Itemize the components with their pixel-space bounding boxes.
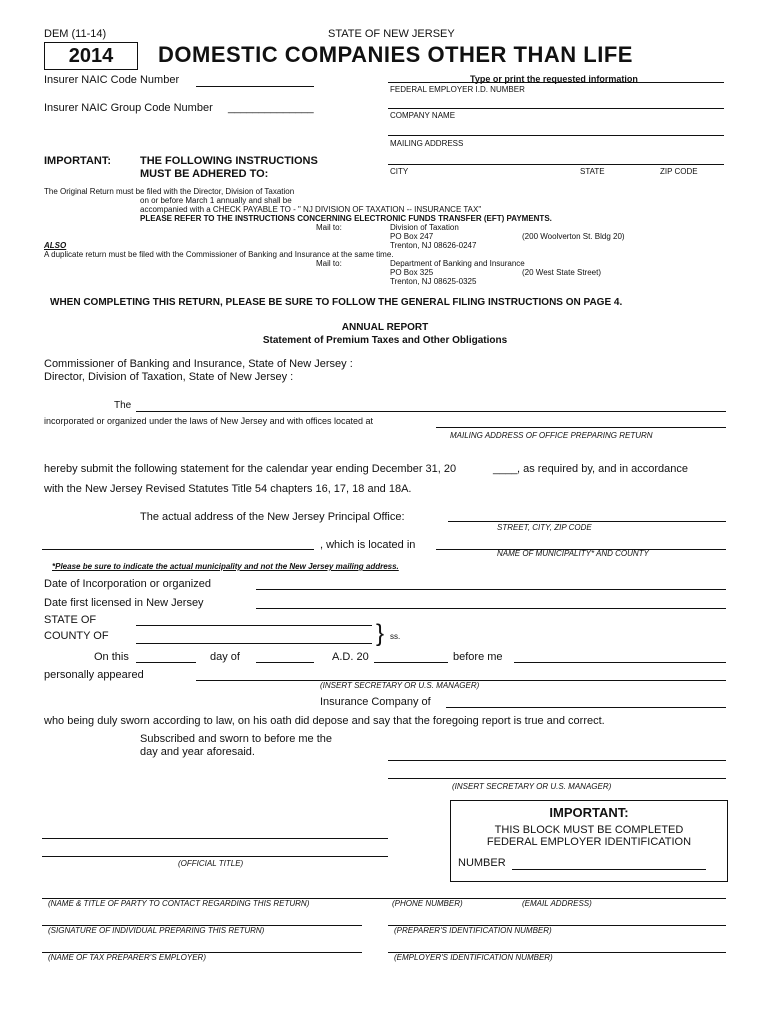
- form-title: DOMESTIC COMPANIES OTHER THAN LIFE: [158, 42, 633, 67]
- day-of-label: day of: [210, 651, 240, 663]
- statutes-text: with the New Jersey Revised Statutes Title 54 chapters 16, 17, 18 and 18A.: [44, 483, 412, 495]
- fein-number-field[interactable]: [512, 869, 706, 870]
- insert-secretary-caption-1: (INSERT SECRETARY OR U.S. MANAGER): [320, 681, 480, 690]
- state-label: STATE: [580, 167, 605, 176]
- actual-address-label: The actual address of the New Jersey Principal Office:: [140, 511, 405, 523]
- type-or-print-note: Type or print the requested information: [470, 74, 638, 84]
- notary-signature-line[interactable]: [42, 838, 388, 839]
- phone-caption: (PHONE NUMBER): [392, 899, 463, 908]
- principal-office-field[interactable]: [448, 521, 726, 522]
- incorporated-text: incorporated or organized under the laws of New Jersey and with offices located at: [44, 416, 374, 426]
- office-address-caption: MAILING ADDRESS OF OFFICE PREPARING RETURN: [450, 431, 653, 440]
- fein-label: FEDERAL EMPLOYER I.D. NUMBER: [390, 85, 525, 94]
- municipality-note: *Please be sure to indicate the actual municipality and not the New Jersey mailing address.: [52, 562, 399, 571]
- instructions-heading-2: MUST BE ADHERED TO:: [140, 168, 269, 180]
- preparer-id-caption: (PREPARER'S IDENTIFICATION NUMBER): [394, 926, 552, 935]
- instructions-heading-1: THE FOLLOWING INSTRUCTIONS: [140, 155, 318, 167]
- hereby-text: hereby submit the following statement for the calendar year ending December 31, 20: [44, 463, 457, 475]
- city-label: CITY: [390, 167, 409, 176]
- ad-year-field[interactable]: [374, 662, 448, 663]
- insurance-company-label: Insurance Company of: [320, 696, 431, 708]
- street-city-zip-caption: STREET, CITY, ZIP CODE: [497, 523, 592, 532]
- located-in-text: , which is located in: [320, 539, 416, 551]
- dobi-street: (20 West State Street): [522, 268, 601, 277]
- hereby-cont: , as required by, and in accordance: [517, 463, 689, 475]
- official-title-caption: (OFFICIAL TITLE): [178, 859, 244, 868]
- fein-field[interactable]: [388, 108, 724, 109]
- instruction-line-2: on or before March 1 annually and shall be: [140, 196, 292, 205]
- dobi-address-2: PO Box 325: [390, 268, 434, 277]
- month-field[interactable]: [256, 662, 314, 663]
- instruction-line-1: The Original Return must be filed with the Director, Division of Taxation: [44, 187, 295, 196]
- naic-code-field[interactable]: [196, 86, 314, 87]
- mail-to-2: Mail to:: [316, 259, 342, 268]
- date-licensed-label: Date first licensed in New Jersey: [44, 597, 204, 609]
- on-this-field[interactable]: [136, 662, 196, 663]
- taxation-address-1: Division of Taxation: [390, 223, 459, 232]
- state-of-label: STATE OF: [44, 614, 97, 626]
- dobi-address-1: Department of Banking and Insurance: [390, 259, 525, 268]
- insert-secretary-caption-2: (INSERT SECRETARY OR U.S. MANAGER): [452, 782, 612, 791]
- subscribed-line-2: day and year aforesaid.: [140, 746, 255, 758]
- insurance-company-field[interactable]: [446, 707, 726, 708]
- year-box: [44, 42, 138, 70]
- on-this-label: On this: [94, 651, 129, 663]
- dobi-address-3: Trenton, NJ 08625-0325: [390, 277, 477, 286]
- notary-line[interactable]: [388, 760, 726, 761]
- instruction-line-3: accompanied with a CHECK PAYABLE TO - " NJ DIVISION OF TAXATION -- INSURANCE TAX": [140, 205, 482, 214]
- important-box-line-2: FEDERAL EMPLOYER IDENTIFICATION: [486, 836, 692, 848]
- date-incorporation-label: Date of Incorporation or organized: [44, 578, 211, 590]
- state-of-field[interactable]: [136, 625, 372, 626]
- principal-office-line-2[interactable]: [42, 549, 314, 550]
- ad20-label: A.D. 20: [332, 651, 369, 663]
- mailing-address-field[interactable]: [388, 164, 724, 165]
- before-me-field[interactable]: [514, 662, 726, 663]
- ss-label: ss.: [390, 632, 401, 641]
- mail-to-1: Mail to:: [316, 223, 342, 232]
- important-label: IMPORTANT:: [44, 155, 112, 167]
- director-line: Director, Division of Taxation, State of New Jersey :: [44, 371, 294, 383]
- the-label: The: [114, 400, 132, 411]
- date-licensed-field[interactable]: [256, 608, 726, 609]
- company-name-field[interactable]: [388, 135, 724, 136]
- naic-code-label: Insurer NAIC Code Number: [44, 74, 180, 86]
- personally-appeared-label: personally appeared: [44, 669, 144, 681]
- brace: }: [376, 620, 385, 647]
- company-name-label: COMPANY NAME: [390, 111, 456, 120]
- eft-note: PLEASE REFER TO THE INSTRUCTIONS CONCERNING ELECTRONIC FUNDS TRANSFER (EFT) PAYMENTS.: [140, 214, 552, 223]
- taxation-street: (200 Woolverton St. Bldg 20): [522, 232, 625, 241]
- duplicate-note: A duplicate return must be filed with the Commissioner of Banking and Insurance at the same time.: [44, 250, 394, 259]
- date-incorporation-field[interactable]: [256, 589, 726, 590]
- office-address-field[interactable]: [436, 427, 726, 428]
- subscribed-line-1: Subscribed and sworn to before me the: [140, 733, 333, 745]
- county-of-label: COUNTY OF: [44, 630, 109, 642]
- official-title-line[interactable]: [42, 856, 388, 857]
- fein-number-label: NUMBER: [458, 857, 506, 869]
- contact-caption: (NAME & TITLE OF PARTY TO CONTACT REGARDING THIS RETURN): [48, 899, 310, 908]
- naic-group-field[interactable]: ______________: [228, 102, 314, 114]
- mailing-address-label: MAILING ADDRESS: [390, 139, 464, 148]
- taxation-address-2: PO Box 247: [390, 232, 434, 241]
- email-caption: (EMAIL ADDRESS): [522, 899, 592, 908]
- naic-group-label: Insurer NAIC Group Code Number: [44, 102, 213, 114]
- county-of-field[interactable]: [136, 643, 372, 644]
- secretary-signature-line[interactable]: [388, 778, 726, 779]
- before-me-label: before me: [453, 651, 503, 663]
- zip-label: ZIP CODE: [660, 167, 698, 176]
- important-box-line-1: THIS BLOCK MUST BE COMPLETED: [494, 824, 684, 836]
- important-box-title: IMPORTANT:: [549, 805, 629, 820]
- company-name-line[interactable]: [136, 411, 726, 412]
- state-heading: STATE OF NEW JERSEY: [328, 28, 455, 40]
- taxation-address-3: Trenton, NJ 08626-0247: [390, 241, 477, 250]
- year: 2014: [68, 45, 114, 67]
- year-blank[interactable]: ____: [493, 463, 518, 475]
- form-code: DEM (11-14): [44, 28, 107, 40]
- signature-caption: (SIGNATURE OF INDIVIDUAL PREPARING THIS RETURN): [48, 926, 265, 935]
- municipality-caption: NAME OF MUNICIPALITY* AND COUNTY: [497, 549, 649, 558]
- filing-instructions-note: WHEN COMPLETING THIS RETURN, PLEASE BE SURE TO FOLLOW THE GENERAL FILING INSTRUCTIONS ON PAGE 4.: [50, 297, 623, 308]
- preparer-employer-caption: (NAME OF TAX PREPARER'S EMPLOYER): [48, 953, 206, 962]
- annual-report-heading: ANNUAL REPORT: [341, 322, 429, 333]
- statement-heading: Statement of Premium Taxes and Other Obligations: [262, 335, 508, 346]
- also-label: ALSO: [44, 241, 67, 250]
- sworn-statement: who being duly sworn according to law, on his oath did depose and say that the foregoing report is true and correct.: [44, 715, 605, 727]
- commissioner-line: Commissioner of Banking and Insurance, State of New Jersey :: [44, 358, 353, 370]
- employer-id-caption: (EMPLOYER'S IDENTIFICATION NUMBER): [394, 953, 553, 962]
